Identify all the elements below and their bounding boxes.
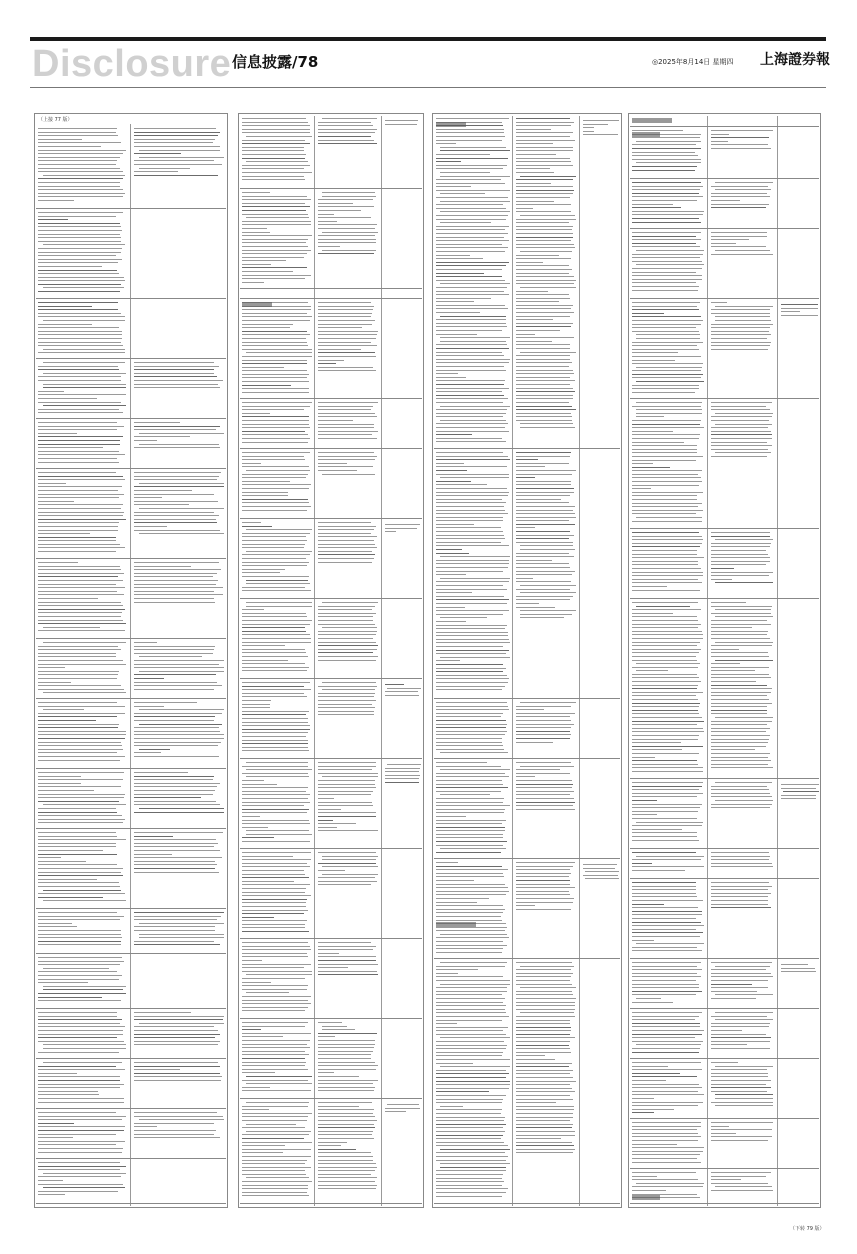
sub-heading [632, 1195, 660, 1200]
table-column-divider [707, 116, 708, 1206]
table-cell-revised [711, 402, 773, 462]
table-row-divider [434, 698, 620, 699]
table-cell-original [242, 192, 312, 286]
table-cell-revised [134, 1112, 224, 1144]
table-row-divider [240, 398, 422, 399]
table-row-divider [630, 228, 819, 229]
sub-heading [632, 132, 660, 137]
masthead-brand: Disclosure [32, 43, 232, 85]
table-row-divider [434, 1203, 620, 1204]
table-cell-original [436, 962, 510, 1201]
table-cell-note [583, 864, 619, 883]
table-cell-revised [134, 1062, 224, 1084]
table-cell-revised [318, 522, 378, 566]
table-column-divider [777, 116, 778, 1206]
sub-heading [436, 122, 466, 127]
table-row-divider [630, 1168, 819, 1169]
table-cell-revised [516, 452, 576, 621]
table-cell-original [38, 562, 126, 636]
table-row-divider [36, 1108, 226, 1109]
newspaper-name: 上海證券報 [760, 52, 830, 68]
table-cell-note [781, 784, 819, 803]
table-row-divider [240, 598, 422, 599]
table-cell-revised [711, 882, 773, 912]
table-cell-revised [134, 472, 224, 540]
table-cell-revised [134, 128, 224, 180]
table-row-divider [434, 858, 620, 859]
table-cell-original [436, 452, 510, 696]
table-cell-original [242, 402, 312, 446]
table-cell-note [385, 764, 421, 788]
sub-heading [242, 302, 272, 307]
table-column-divider [512, 116, 513, 1206]
table-cell-original [242, 1022, 312, 1096]
table-row-divider [630, 1203, 819, 1204]
table-cell-revised [134, 562, 224, 608]
table-cell-original [632, 782, 704, 846]
table-row-divider [630, 1118, 819, 1119]
table-cell-revised [134, 642, 224, 694]
header-underline [30, 87, 826, 88]
table-cell-note [385, 524, 421, 535]
table-cell-revised [711, 852, 773, 872]
table-cell-original [632, 602, 704, 776]
table-cell-revised [711, 1172, 773, 1194]
table-row-divider [630, 178, 819, 179]
table-row-divider [434, 448, 620, 449]
table-cell-revised [318, 402, 378, 444]
table-cell-original [38, 472, 126, 556]
table-cell-revised [318, 1102, 378, 1194]
table-row-divider [36, 1158, 226, 1159]
table-row-divider [36, 1058, 226, 1059]
table-cell-original [242, 852, 312, 936]
table-cell-original [242, 602, 312, 676]
table-row-divider [240, 298, 422, 299]
table-cell-note [781, 304, 819, 320]
table-cell-revised [318, 452, 378, 480]
table-cell-original [38, 1162, 126, 1201]
table-cell-note [385, 120, 421, 130]
table-cell-original [436, 762, 510, 856]
table-cell-revised [711, 130, 773, 153]
table-row-divider [630, 528, 819, 529]
table-row-divider [36, 698, 226, 699]
table-cell-original [632, 302, 704, 396]
table-cell-original [242, 942, 312, 1016]
table-cell-original [242, 452, 312, 516]
table-row-divider [240, 938, 422, 939]
table-cell-original [436, 862, 510, 956]
table-cell-original [38, 772, 126, 826]
table-row-divider [240, 188, 422, 189]
table-row-divider [240, 1098, 422, 1099]
table-cell-revised [134, 1012, 224, 1051]
table-cell-original [632, 1012, 704, 1056]
table-row-divider [240, 848, 422, 849]
table-cell-original [38, 302, 126, 356]
table-row-divider [240, 1018, 422, 1019]
table-row-divider [36, 558, 226, 559]
table-cell-original [38, 128, 126, 206]
table-cell-note [385, 684, 421, 699]
table-cell-revised [318, 942, 378, 981]
table-cell-original [632, 402, 704, 526]
table-cell-revised [134, 772, 224, 816]
table-row-divider [36, 908, 226, 909]
issue-date: ◎2025年8月14日 星期四 [652, 58, 734, 66]
table-column-divider [130, 124, 131, 1206]
table-cell-revised [516, 762, 576, 816]
table-cell-original [38, 1062, 126, 1106]
table-cell-revised [711, 962, 773, 1003]
table-cell-revised [516, 118, 576, 431]
table-column-divider [314, 116, 315, 1206]
table-row-divider [434, 758, 620, 759]
table-row-divider [36, 298, 226, 299]
section-title: 信息披露/78 [232, 53, 319, 71]
table-cell-original [38, 912, 126, 951]
table-cell-revised [134, 912, 224, 948]
table-cell-original [632, 882, 704, 956]
table-row-divider [36, 1203, 226, 1204]
table-row-divider [630, 398, 819, 399]
table-cell-revised [711, 532, 773, 587]
table-cell-original [38, 1012, 126, 1056]
table-row-divider [36, 468, 226, 469]
table-cell-revised [134, 362, 224, 394]
table-cell-note [583, 120, 619, 140]
table-cell-original [242, 522, 312, 596]
table-cell-revised [318, 682, 378, 718]
table-row-divider [240, 288, 422, 289]
table-cell-revised [134, 702, 224, 760]
table-row-divider [36, 828, 226, 829]
table-cell-original [38, 362, 126, 416]
table-row-divider [240, 518, 422, 519]
continued-from-note: （上接 77 版） [38, 117, 73, 123]
table-cell-note [385, 1104, 421, 1118]
table-cell-original [632, 1062, 704, 1116]
table-row-divider [630, 878, 819, 879]
table-column-divider [579, 116, 580, 1206]
table-cell-revised [711, 302, 773, 353]
table-cell-original [632, 232, 704, 296]
table-row-divider [36, 358, 226, 359]
table-cell-revised [711, 602, 773, 774]
table-cell-original [632, 182, 704, 226]
table-cell-original [632, 1122, 704, 1166]
table-row-divider [630, 298, 819, 299]
table-cell-original [38, 957, 126, 1006]
table-cell-original [242, 302, 312, 396]
table-cell-revised [711, 1122, 773, 1144]
table-cell-original [242, 118, 312, 186]
table-cell-revised [516, 702, 576, 748]
table-cell-revised [134, 422, 224, 453]
table-cell-original [38, 212, 126, 296]
table-cell-original [436, 118, 510, 446]
table-cell-note [781, 964, 819, 977]
table-cell-revised [134, 832, 224, 878]
table-cell-revised [318, 852, 378, 891]
table-cell-original [38, 1112, 126, 1156]
table-cell-original [242, 682, 312, 756]
table-cell-original [38, 642, 126, 696]
table-row-divider [36, 208, 226, 209]
table-row-divider [36, 953, 226, 954]
table-cell-revised [318, 302, 378, 377]
table-cell-original [242, 1102, 312, 1201]
table-cell-revised [318, 602, 378, 663]
table-cell-original [38, 702, 126, 766]
table-cell-revised [711, 782, 773, 812]
table-cell-revised [711, 1062, 773, 1109]
table-cell-original [38, 832, 126, 906]
table-cell-revised [318, 1022, 378, 1095]
table-cell-original [632, 962, 704, 1006]
table-cell-revised [516, 862, 576, 914]
table-cell-revised [516, 962, 576, 1157]
table-cell-original [632, 852, 704, 876]
table-row-divider [630, 778, 819, 779]
table-cell-revised [318, 192, 378, 260]
table-cell-original [632, 532, 704, 596]
table-cell-original [436, 702, 510, 756]
table-row-divider [630, 958, 819, 959]
table-row-divider [434, 958, 620, 959]
table-row-divider [36, 768, 226, 769]
table-row-divider [240, 678, 422, 679]
table-row-divider [630, 126, 819, 127]
table-row-divider [630, 848, 819, 849]
table-column-divider [381, 116, 382, 1206]
table-cell-revised [711, 232, 773, 259]
sub-heading [436, 922, 476, 927]
continued-to-note: （下转 79 版） [790, 1226, 825, 1232]
table-row-divider [36, 1008, 226, 1009]
table-row-divider [36, 418, 226, 419]
table-row-divider [630, 1008, 819, 1009]
table-cell-revised [318, 762, 378, 837]
table-row-divider [240, 758, 422, 759]
masthead-top-rule [30, 37, 826, 41]
table-row-divider [240, 448, 422, 449]
table-row-divider [630, 598, 819, 599]
table-cell-original [242, 762, 312, 846]
table-cell-revised [711, 1012, 773, 1052]
table-row-divider [36, 638, 226, 639]
table-cell-revised [318, 118, 378, 150]
table-row-divider [630, 1058, 819, 1059]
table-row-divider [240, 1203, 422, 1204]
table-cell-original [38, 422, 126, 466]
sub-heading [632, 118, 672, 123]
table-cell-revised [711, 182, 773, 214]
